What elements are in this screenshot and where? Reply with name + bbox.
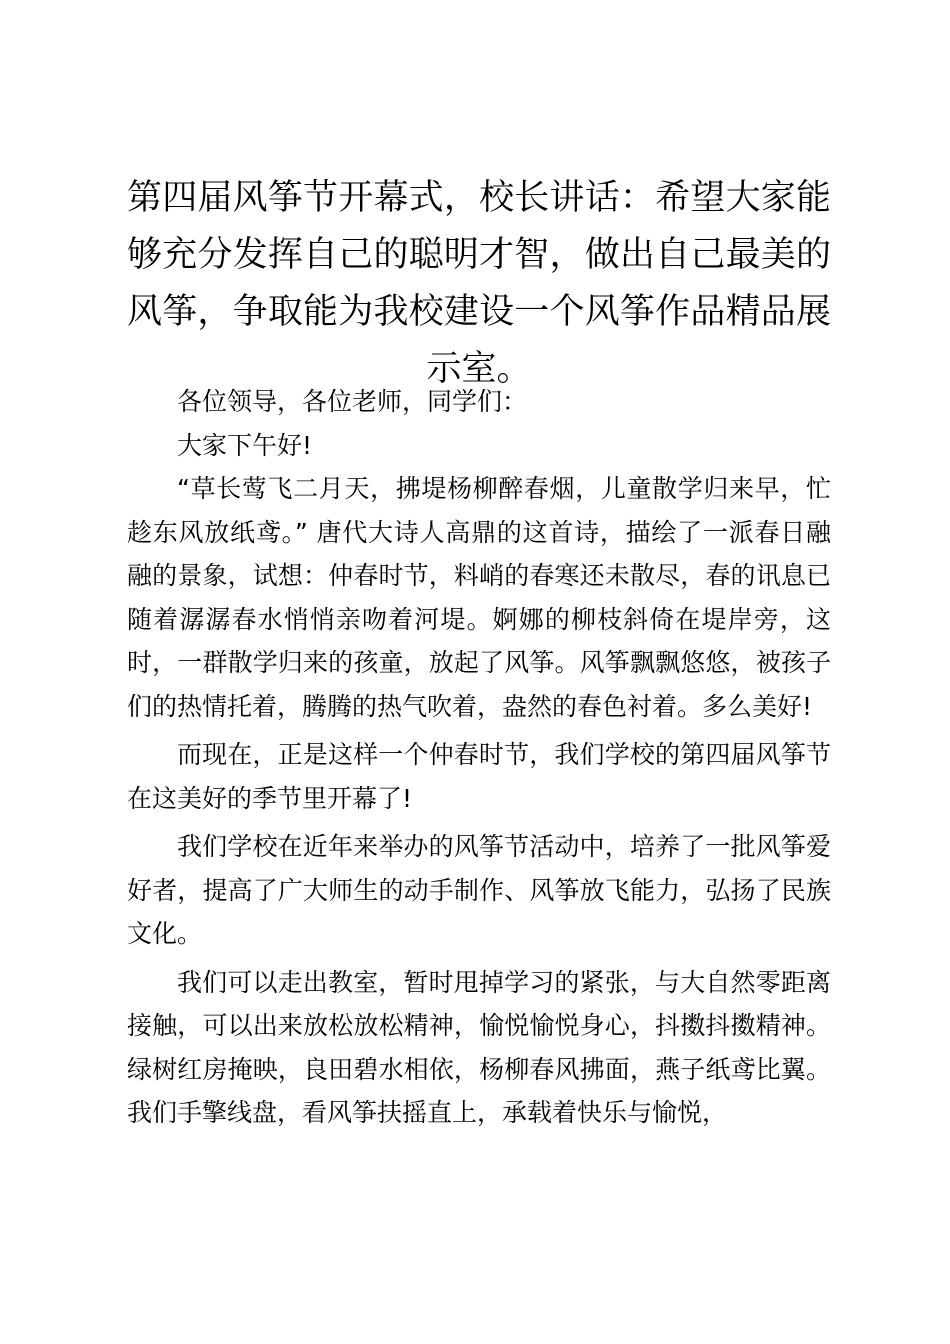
paragraph-festival-opening: 而现在，正是这样一个仲春时节，我们学校的第四届风筝节在这美好的季节里开幕了! [127, 740, 831, 813]
document-title: 第四届风筝节开幕式，校长讲话：希望大家能够充分发挥自己的聪明才智，做出自己最美的风筝，争取能为我校建设一个风筝作品精品展示室。 [127, 178, 831, 389]
paragraph-school-achievements: 我们学校在近年来举办的风筝节活动中，培养了一批风筝爱好者，提高了广大师生的动手制作、风筝放飞能力，弘扬了民族文化。 [127, 832, 831, 948]
document-body [127, 380, 831, 1135]
paragraph-poem-intro: “草长莺飞二月天，拂堤杨柳醉春烟，儿童散学归来早，忙趁东风放纸鸢。” 唐代大诗人高鼎的这首诗，描绘了一派春日融融的景象，试想：仲春时节，料峭的春寒还未散尽，春的讯息已随着潺潺春水悄悄亲吻着河堤。婀娜的柳枝斜倚在堤岸旁，这时，一群散学归来的孩童，放起了风筝。风筝飘飘悠悠，被孩子们的热情托着，腾腾的热气吹着，盎然的春色衬着。多么美好! [127, 474, 831, 721]
paragraph-greeting: 各位领导，各位老师，同学们： [177, 387, 528, 416]
paragraph-salutation: 大家下午好! [177, 430, 313, 460]
paragraph-outdoor-activity: 我们可以走出教室，暂时甩掉学习的紧张，与大自然零距离接触，可以出来放松放松精神，愉悦愉悦身心，抖擞抖擞精神。绿树红房掩映，良田碧水相依，杨柳春风拂面，燕子纸鸢比翼。我们手擎线盘，看风筝扶摇直上，承载着快乐与愉悦， [127, 967, 831, 1127]
